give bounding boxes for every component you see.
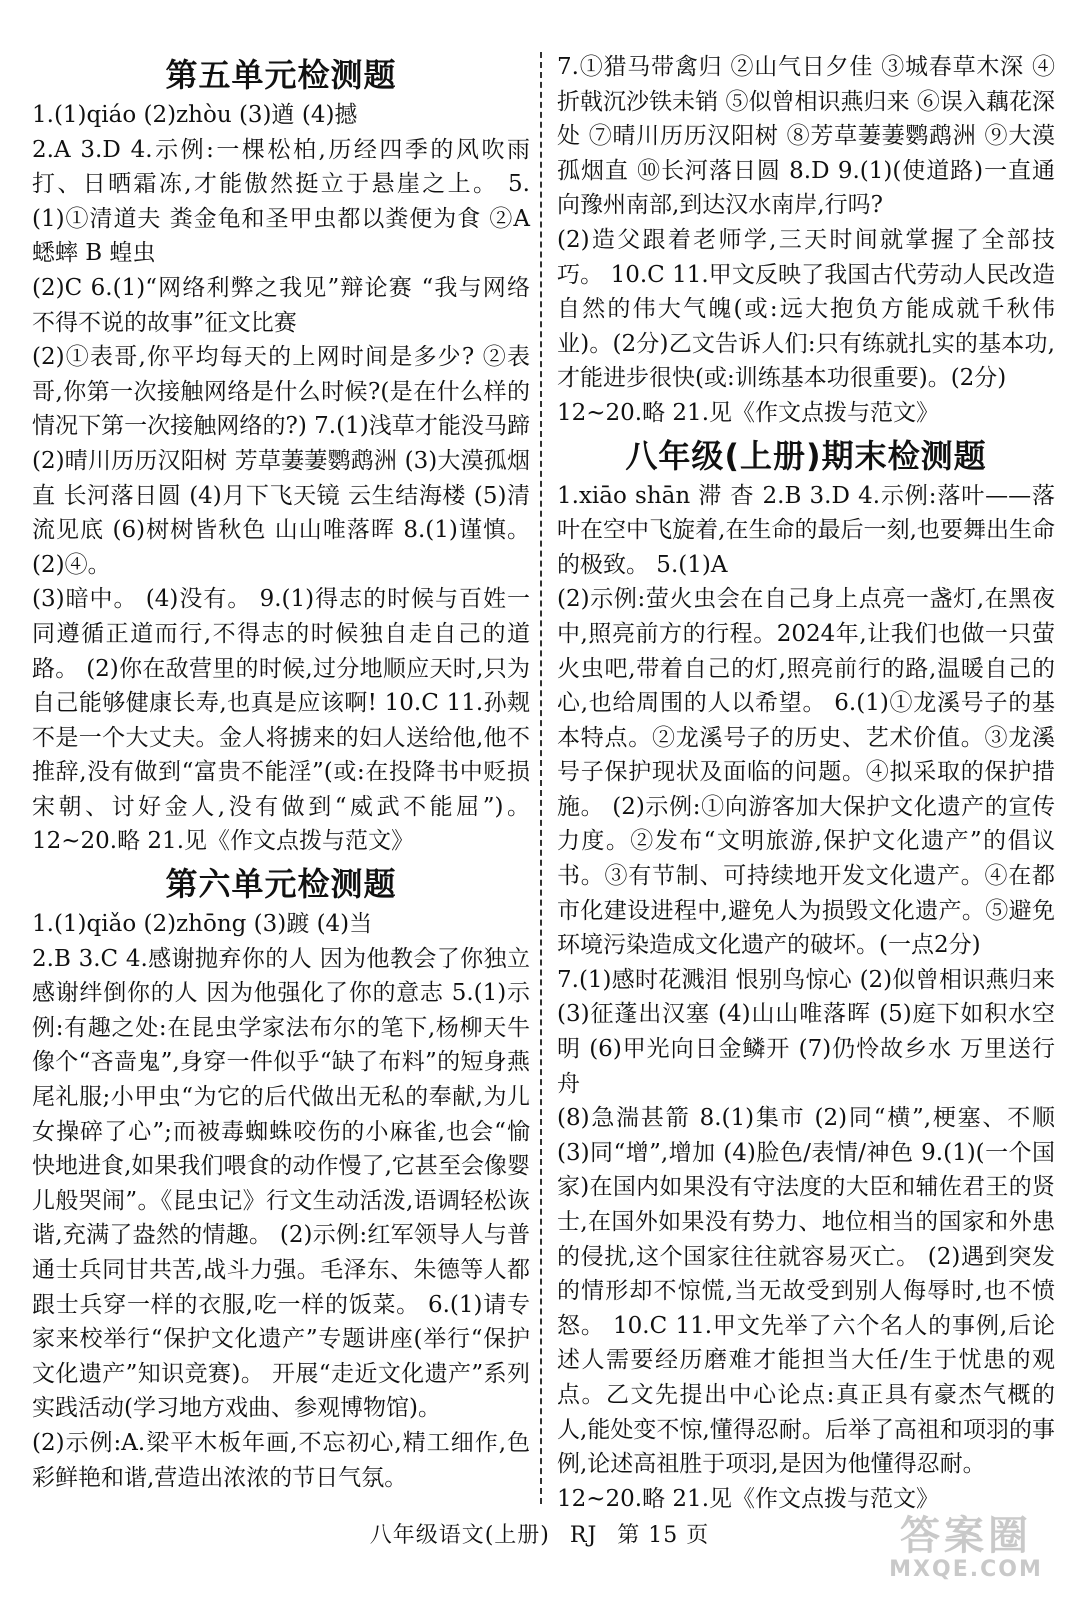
footer-edition: RJ: [569, 1523, 598, 1548]
continuation-line-3: 12~20.略 21.见《作文点拨与范文》: [557, 399, 940, 426]
final-exam-line-2: (2)示例:萤火虫会在自己身上点亮一盏灯,在黑夜中,照亮前方的行程。2024年,让我们也做一只萤火虫吧,带着自己的灯,照亮前行的路,温暖自己的心,也给周围的人以希望。 6.(1)①龙溪号子的基本特点。②龙溪号子的历史、艺术价值。③龙溪号子保护现状及面临的问题。④拟采取的保护措施。 (2)示例:①向游客加大保护文化遗产的宣传力度。②发布“文明旅游,保护文化遗产”的倡议书。③有节制、可持续地开发文化遗产。④在都市化建设进程中,避免人为损毁文化遗产。⑤避免环境污染造成文化遗产的破坏。(一点2分): [557, 586, 1055, 959]
final-exam-line-5: 12~20.略 21.见《作文点拨与范文》: [557, 1485, 940, 1512]
left-column: [32, 50, 530, 1495]
final-exam-title: 八年级(上册)期末检测题: [625, 436, 987, 475]
final-exam-line-1: 1.xiāo shān 滞 杳 2.B 3.D 4.示例:落叶——落叶在空中飞旋着,在生命的最后一刻,也要舞出生命的极致。 5.(1)A: [557, 482, 1055, 578]
unit6-line-2: 2.B 3.C 4.感谢抛弃你的人 因为他教会了你独立 感谢绊倒你的人 因为他强化了你的意志 5.(1)示例:有趣之处:在昆虫学家法布尔的笔下,杨柳天牛像个“吝啬鬼”,身穿一件似乎“缺了布料”的短身燕尾礼服;小甲虫“为它的后代做出无私的奉献,为儿女操碎了心”;而被毒蜘蛛咬伤的小麻雀,也会“愉快地进食,如果我们喂食的动作慢了,它甚至会像婴儿般哭闹”。《昆虫记》行文生动活泼,语调轻松诙谐,充满了盎然的情趣。 (2)示例:红军领导人与普通士兵同甘共苦,战斗力强。毛泽东、朱德等人都跟士兵穿一样的衣服,吃一样的饭菜。 6.(1)请专家来校举行“保护文化遗产”专题讲座(举行“保护文化遗产”知识竞赛)。 开展“走近文化遗产”系列实践活动(学习地方戏曲、参观博物馆)。: [32, 945, 530, 1422]
unit5-line-2: 2.A 3.D 4.示例:一棵松柏,历经四季的风吹雨打、日晒霜冻,才能傲然挺立于悬崖之上。 5.(1)①清道夫 粪金龟和圣甲虫都以粪便为食 ②A 蟋蟀 B 蝗虫: [32, 136, 530, 267]
unit6-line-1: 1.(1)qiǎo (2)zhōng (3)踱 (4)当: [32, 911, 373, 938]
unit5-line-1: 1.(1)qiáo (2)zhòu (3)遒 (4)撼: [32, 102, 358, 128]
right-column: [557, 50, 1055, 1516]
unit5-line-4: (2)①表哥,你平均每天的上网时间是多少? ②表哥,你第一次接触网络是什么时候?(是在什么样的情况下第一次接触网络的?) 7.(1)浅草才能没马蹄 (2)晴川历历汉阳树 芳草萋萋鹦鹉洲 (3)大漠孤烟直 长河落日圆 (4)月下飞天镜 云生结海楼 (5)清流见底 (6)树树皆秋色 山山唯落晖 8.(1)谨慎。 (2)④。: [32, 344, 530, 578]
final-exam-line-4: (8)急湍甚箭 8.(1)集市 (2)同“横”,梗塞、不顺 (3)同“增”,增加 (4)脸色/表情/神色 9.(1)(一个国家)在国内如果没有守法度的大臣和辅佐君王的贤士,在国外如果没有势力、地位相当的国家和外患的侵扰,这个国家往往就容易灭亡。 (2)遇到突发的情形却不惊慌,当无故受到别人侮辱时,也不愤怒。 10.C 11.甲文先举了六个名人的事例,后论述人需要经历磨难才能担当大任/生于忧患的观点。乙文先提出中心论点:真正具有豪杰气概的人,能处变不惊,懂得忍耐。后举了高祖和项羽的事例,论述高祖胜于项羽,是因为他懂得忍耐。: [557, 1105, 1055, 1478]
continuation-line-1: 7.①猎马带禽归 ②山气日夕佳 ③城春草木深 ④折戟沉沙铁未销 ⑤似曾相识燕归来 ⑥误入藕花深处 ⑦晴川历历汉阳树 ⑧芳草萋萋鹦鹉洲 ⑨大漠孤烟直 ⑩长河落日圆 8.D 9.(1)(使道路)一直通向豫州南部,到达汉水南岸,行吗?: [557, 54, 1055, 219]
unit6-title: 第六单元检测题: [165, 865, 397, 904]
unit5-line-5: (3)暗中。 (4)没有。 9.(1)得志的时候与百姓一同遵循正道而行,不得志的时候独自走自己的道路。 (2)你在敌营里的时候,过分地顺应天时,只为自己能够健康长寿,也真是应该啊! 10.C 11.孙觌不是一个大丈夫。金人将掳来的妇人送给他,他不推辞,没有做到“富贵不能淫”(或:在投降书中贬损宋朝、讨好金人,没有做到“威武不能屈”)。 12~20.略 21.见《作文点拨与范文》: [32, 586, 530, 855]
footer-page-number: 第 15 页: [617, 1523, 710, 1548]
unit5-line-3: (2)C 6.(1)“网络利弊之我见”辩论赛 “我与网络不得不说的故事”征文比赛: [32, 274, 530, 336]
footer-subject: 八年级语文(上册): [369, 1523, 550, 1548]
site-watermark-logo: [871, 1514, 1061, 1584]
column-divider: [540, 52, 542, 1504]
final-exam-line-3: 7.(1)感时花溅泪 恨别鸟惊心 (2)似曾相识燕归来 (3)征蓬出汉塞 (4)山山唯落晖 (5)庭下如积水空明 (6)甲光向日金鳞开 (7)仍怜故乡水 万里送行舟: [557, 966, 1055, 1097]
continuation-line-2: (2)造父跟着老师学,三天时间就掌握了全部技巧。 10.C 11.甲文反映了我国古代劳动人民改造自然的伟大气魄(或:远大抱负方能成就千秋伟业)。(2分)乙文告诉人们:只有练就扎实的基本功,才能进步很快(或:训练基本功很重要)。(2分): [557, 226, 1055, 392]
watermark-en: MXQE.COM: [889, 1557, 1043, 1582]
unit5-title: 第五单元检测题: [165, 56, 397, 94]
watermark-cn: 答案圈: [900, 1513, 1032, 1559]
unit6-line-3: (2)示例:A.梁平木板年画,不忘初心,精工细作,色彩鲜艳和谐,营造出浓浓的节日气氛。: [32, 1429, 530, 1491]
